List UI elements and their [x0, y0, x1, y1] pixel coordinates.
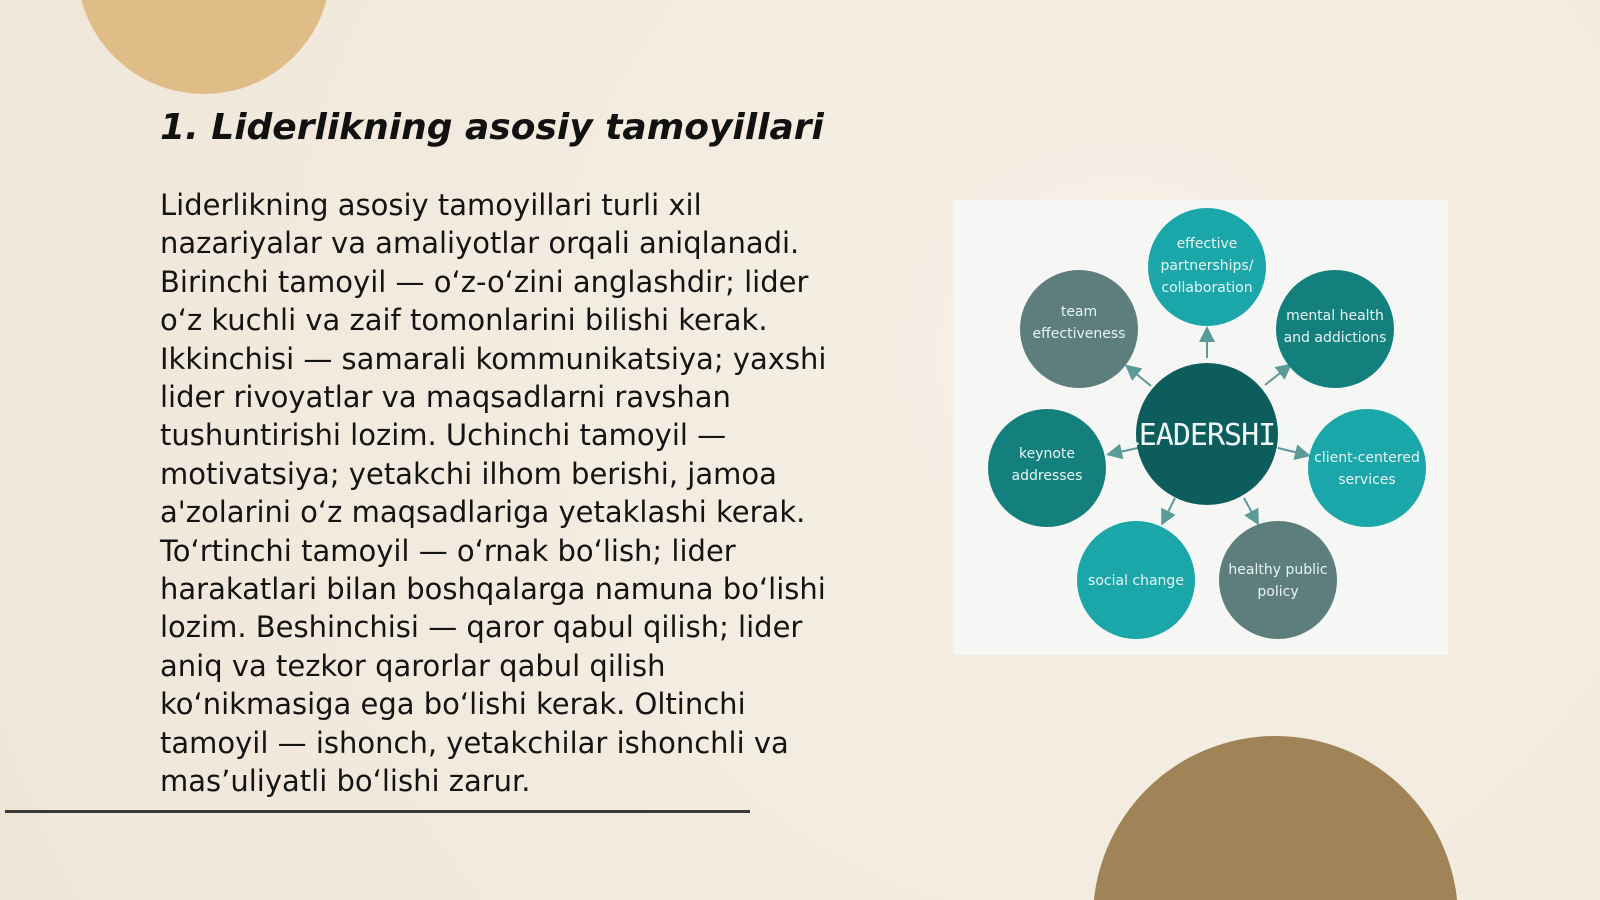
slide-body-text: Liderlikning asosiy tamoyillari turli xil nazariyalar va amaliyotlar orqali aniqlanadi. Birinchi tamoyil — o‘z-o‘zini anglashdir; lider o‘z kuchli va zaif tomonlarini bilishi kerak. Ikkinchisi — samarali kommunikatsiya; yaxshi lider rivoyatlar va maqsadlarni ravshan tushuntirishi lozim. Uchinchi tamoyil — motivatsiya; yetakchi ilhom berishi, jamoa a'zolarini o‘z maqsadlariga yetaklashi kerak. To‘rtinchi tamoyil — o‘rnak bo‘lish; lider harakatlari bilan boshqalarga namuna bo‘lishi lozim. Beshinchisi — qaror qabul qilish; lider aniq va tezkor qarorlar qabul qilish ko‘nikmasiga ega bo‘lishi kerak. Oltinchi tamoyil — ishonch, yetakchilar ishonchli va mas’uliyatli bo‘lishi zarur.: [160, 188, 827, 799]
node-mental-health: [1276, 270, 1394, 388]
node-team-label-2: effectiveness: [1032, 326, 1126, 342]
divider-line: [5, 810, 750, 813]
center-label: LEADERSHIP: [1121, 418, 1293, 453]
node-mental-health-label-2: and addictions: [1283, 330, 1387, 346]
node-team: [1020, 270, 1138, 388]
decorative-circle-top: [77, 0, 331, 94]
node-social-change: [1077, 521, 1195, 639]
node-healthy-policy-label-1: healthy public: [1228, 562, 1328, 578]
leadership-diagram-svg: [953, 200, 1448, 655]
node-healthy-policy: [1219, 521, 1337, 639]
node-partnerships-label-1: effective: [1176, 236, 1238, 252]
slide-title: 1. Liderlikning asosiy tamoyillari: [160, 107, 824, 148]
node-mental-health-label-1: mental health: [1286, 308, 1384, 324]
node-keynote-label-1: keynote: [1018, 446, 1076, 462]
arrow-to-healthy-policy: [1244, 498, 1257, 522]
arrow-to-social-change: [1163, 498, 1175, 522]
node-social-change-label-1: social change: [1088, 573, 1184, 589]
node-keynote: [988, 409, 1106, 527]
node-client-centered-label-1: client-centered: [1314, 450, 1420, 466]
node-team-label-1: team: [1060, 304, 1098, 320]
leadership-diagram: [953, 200, 1448, 655]
arrow-to-mental-health: [1265, 366, 1289, 385]
node-partnerships: [1148, 208, 1266, 326]
node-partnerships-label-2: partnerships/: [1160, 258, 1254, 274]
node-keynote-label-2: addresses: [1011, 468, 1083, 484]
decorative-circle-bottom: [1093, 736, 1458, 900]
node-client-centered-label-2: services: [1338, 472, 1396, 488]
node-partnerships-label-3: collaboration: [1161, 280, 1253, 296]
arrow-to-team: [1128, 367, 1151, 386]
node-client-centered: [1308, 409, 1426, 527]
node-healthy-policy-label-2: policy: [1257, 584, 1299, 600]
